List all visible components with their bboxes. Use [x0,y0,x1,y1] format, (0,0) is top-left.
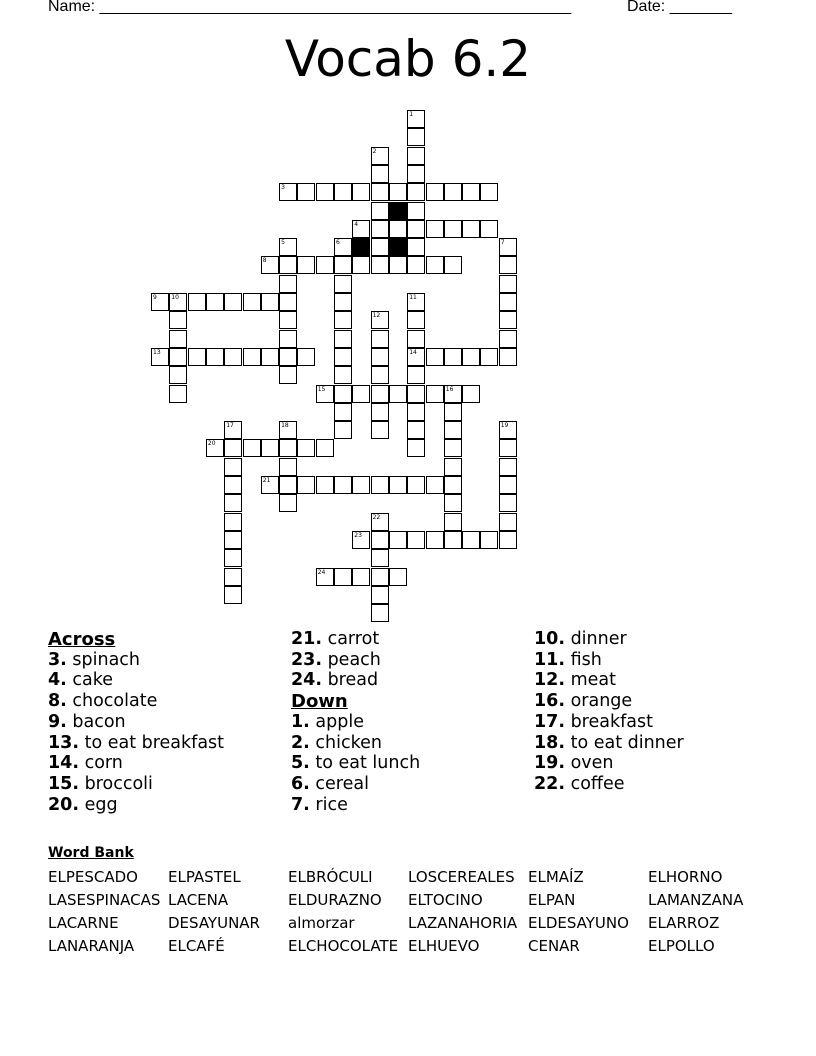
clue-item [48,691,157,711]
clue-item [291,733,382,753]
word-bank-item: ELDURAZNO [288,891,382,909]
clue-item-number: 23. [291,649,323,670]
clue-number: 14 [409,348,417,356]
word-bank-title: Word Bank [48,845,134,861]
name-field-label: Name: _____________________________________________________ [48,0,572,15]
crossword-cell[interactable] [297,439,315,457]
clue-item-number: 22. [534,773,566,794]
crossword-cell[interactable] [407,330,425,348]
crossword-cell[interactable] [224,421,242,439]
word-bank-item: almorzar [288,914,355,932]
crossword-cell[interactable] [371,366,389,384]
page-title: Vocab 6.2 [284,30,532,88]
clue-item-number: 9. [48,711,67,732]
crossword-cell[interactable] [407,220,425,238]
clue-item-text: coffee [565,773,625,794]
clue-item-text: cereal [309,773,369,794]
word-bank-item: DESAYUNAR [168,914,260,932]
crossword-cell[interactable] [334,293,352,311]
crossword-cell[interactable] [371,385,389,403]
crossword-cell[interactable] [261,256,279,274]
crossword-cell[interactable] [480,220,498,238]
clue-item-number: 4. [48,670,67,691]
clue-number: 8 [262,257,267,265]
crossword-cell[interactable] [426,531,444,549]
crossword-cell[interactable] [224,513,242,531]
clue-item-number: 11. [534,649,566,670]
crossword-cell[interactable] [444,183,462,201]
clue-item [48,670,113,690]
word-bank-item: ELCHOCOLATE [288,937,399,955]
clue-item-number: 19. [534,753,566,774]
crossword-cell[interactable] [297,183,315,201]
crossword-cell[interactable] [334,476,352,494]
clue-item-number: 14. [48,753,80,774]
clue-heading: Down [291,691,348,713]
crossword-cell[interactable] [371,348,389,366]
clue-number: 1 [409,111,414,118]
crossword-cell[interactable] [169,366,187,384]
word-bank-item: LASESPINACAS [48,891,161,909]
clue-item-text: carrot [322,629,380,649]
clue-item-text: apple [309,711,364,732]
crossword-cell[interactable] [169,293,187,311]
clue-item [48,795,118,815]
crossword-cell[interactable] [462,220,480,238]
crossword-cell[interactable] [279,458,297,476]
crossword-cell[interactable] [334,568,352,586]
crossword-cell[interactable] [297,476,315,494]
clue-item-number: 7. [291,794,310,815]
crossword-cell[interactable] [499,330,517,348]
crossword-cell[interactable] [224,586,242,604]
clue-item [48,712,126,732]
word-bank-item: CENAR [528,937,580,955]
crossword-cell[interactable] [499,348,517,366]
crossword-cell[interactable] [371,403,389,421]
crossword-cell[interactable] [444,403,462,421]
crossword-cell[interactable] [480,348,498,366]
crossword-cell[interactable] [169,348,187,366]
crossword-cell[interactable] [499,275,517,293]
clue-number: 7 [500,239,505,247]
crossword-cell[interactable] [279,348,297,366]
crossword-cell[interactable] [297,256,315,274]
clue-number: 24 [317,568,326,576]
crossword-cell[interactable] [389,385,407,403]
clue-item-number: 10. [534,629,566,649]
crossword-cell[interactable] [499,439,517,457]
crossword-cell[interactable] [224,458,242,476]
crossword-cell[interactable] [261,476,279,494]
crossword-cell[interactable] [444,476,462,494]
crossword-cell[interactable] [371,568,389,586]
crossword-cell[interactable] [444,256,462,274]
clue-item-number: 6. [291,773,310,794]
clue-item [48,753,123,773]
clue-item [534,650,602,670]
clue-item-text: to eat breakfast [79,732,225,753]
clue-item-number: 5. [291,753,310,774]
clue-number: 13 [153,348,161,356]
clue-item-text: orange [565,691,633,712]
clue-item-text: oven [565,753,614,774]
crossword-cell[interactable] [371,147,389,165]
word-bank-item: ELBRÓCULI [288,868,373,886]
crossword-cell[interactable] [188,348,206,366]
clue-item-text: egg [79,794,118,815]
crossword-cell[interactable] [169,385,187,403]
crossword-cell[interactable] [407,238,425,256]
word-bank-item: LOSCEREALES [408,868,515,886]
crossword-cell[interactable] [407,256,425,274]
clue-number: 4 [354,220,359,228]
crossword-cell[interactable] [261,348,279,366]
clue-item-text: chocolate [66,691,158,712]
crossword-cell[interactable] [279,293,297,311]
word-bank-item: ELDESAYUNO [528,914,629,932]
crossword-cell[interactable] [352,256,370,274]
crossword-cell[interactable] [444,494,462,512]
crossword-cell[interactable] [206,439,224,457]
crossword-cell[interactable] [371,421,389,439]
crossword-cell[interactable] [279,366,297,384]
clue-item [291,795,348,815]
clue-item-number: 21. [291,629,323,649]
crossword-cell[interactable] [279,183,297,201]
crossword-cell[interactable] [224,494,242,512]
clue-number: 5 [281,239,285,247]
clue-item-text: broccoli [79,773,153,794]
crossword-cell[interactable] [224,439,242,457]
crossword-cell[interactable] [206,348,224,366]
clue-number: 21 [262,477,271,484]
word-bank-item: ELPESCADO [48,868,138,886]
word-bank-item: ELTOCINO [408,891,483,909]
crossword-cell[interactable] [371,202,389,220]
clue-number: 19 [500,422,509,430]
crossword-cell[interactable] [480,183,498,201]
crossword-cell[interactable] [389,256,407,274]
clue-number: 9 [153,294,157,301]
crossword-cell[interactable] [444,513,462,531]
crossword-cell[interactable] [499,531,517,549]
crossword-cell[interactable] [426,476,444,494]
clue-number: 22 [372,513,381,521]
crossword-cell[interactable] [243,348,261,366]
crossword-cell[interactable] [316,256,334,274]
crossword-cell[interactable] [316,439,334,457]
crossword-cell[interactable] [499,311,517,329]
crossword-cell[interactable] [462,531,480,549]
clue-number: 18 [281,422,289,430]
crossword-cell[interactable] [499,476,517,494]
crossword-cell[interactable] [407,202,425,220]
crossword-cell[interactable] [462,183,480,201]
crossword-cell[interactable] [499,421,517,439]
word-bank-item: ELHUEVO [408,937,480,955]
clue-item-number: 20. [48,794,80,815]
crossword-cell[interactable] [371,531,389,549]
crossword-cell[interactable] [334,403,352,421]
clue-number: 3 [281,184,285,192]
clue-item-number: 24. [291,670,323,691]
crossword-cell[interactable] [444,531,462,549]
crossword-cell[interactable] [371,604,389,622]
crossword-block [389,238,407,256]
crossword-cell[interactable] [224,476,242,494]
word-bank-item: ELHORNO [648,868,723,886]
crossword-cell[interactable] [261,439,279,457]
crossword-cell[interactable] [389,220,407,238]
clue-heading: Across [48,629,116,650]
clue-item [534,753,614,773]
clue-item [291,753,420,773]
word-bank-item: ELARROZ [648,914,720,932]
clue-item [534,691,632,711]
crossword-cell[interactable] [371,220,389,238]
crossword-cell[interactable] [169,330,187,348]
crossword-cell[interactable] [371,330,389,348]
clue-number: 15 [317,385,326,393]
crossword-cell[interactable] [407,183,425,201]
clue-item-number: 16. [534,691,566,712]
crossword-cell[interactable] [334,366,352,384]
crossword-cell[interactable] [352,568,370,586]
crossword-cell[interactable] [371,183,389,201]
crossword-cell[interactable] [499,494,517,512]
crossword-cell[interactable] [407,531,425,549]
clue-item-number: 2. [291,732,310,753]
crossword-cell[interactable] [462,348,480,366]
crossword-cell[interactable] [426,348,444,366]
date-field-label: Date: _______ [627,0,732,15]
crossword-cell[interactable] [371,238,389,256]
crossword-cell[interactable] [444,220,462,238]
crossword-cell[interactable] [499,238,517,256]
clue-number: 6 [336,239,340,247]
crossword-cell[interactable] [407,439,425,457]
crossword-cell[interactable] [334,275,352,293]
crossword-cell[interactable] [426,385,444,403]
clue-item-number: 17. [534,711,566,732]
clue-item [534,712,653,732]
crossword-cell[interactable] [334,256,352,274]
crossword-cell[interactable] [243,293,261,311]
crossword-cell[interactable] [334,385,352,403]
clue-item [48,650,140,670]
crossword-cell[interactable] [371,513,389,531]
clue-item-text: to eat lunch [309,753,421,774]
crossword-block [352,238,370,256]
crossword-cell[interactable] [426,220,444,238]
crossword-cell[interactable] [279,311,297,329]
word-bank-item: ELMAÍZ [528,868,584,886]
crossword-cell[interactable] [334,238,352,256]
clue-item [291,629,379,649]
clue-item-text: corn [79,753,123,774]
crossword-cell[interactable] [444,348,462,366]
crossword-cell[interactable] [407,385,425,403]
crossword-cell[interactable] [462,385,480,403]
clue-number: 12 [372,312,381,320]
clue-number: 16 [445,385,454,393]
clue-item [534,670,616,690]
crossword-cell[interactable] [352,385,370,403]
crossword-cell[interactable] [243,439,261,457]
crossword-cell[interactable] [188,293,206,311]
crossword-block [389,202,407,220]
crossword-cell[interactable] [224,348,242,366]
crossword-cell[interactable] [352,476,370,494]
crossword-cell[interactable] [316,568,334,586]
crossword-cell[interactable] [334,311,352,329]
clue-item [48,774,153,794]
crossword-cell[interactable] [279,256,297,274]
word-bank-item: LACENA [168,891,229,909]
clue-item [534,629,627,649]
crossword-cell[interactable] [444,439,462,457]
clue-item-text: cake [66,670,114,691]
clue-item [534,733,684,753]
crossword-cell[interactable] [316,183,334,201]
clue-item-text: dinner [565,629,627,649]
clue-item [48,733,224,753]
clue-item-text: bacon [66,711,126,732]
crossword-cell[interactable] [407,476,425,494]
crossword-cell[interactable] [407,293,425,311]
clue-number: 10 [171,294,179,301]
clue-item [534,774,625,794]
clue-item [291,650,381,670]
crossword-cell[interactable] [499,458,517,476]
crossword-cell[interactable] [334,330,352,348]
crossword-cell[interactable] [444,385,462,403]
clue-number: 17 [226,422,234,430]
crossword-cell[interactable] [279,238,297,256]
crossword-cell[interactable] [371,549,389,567]
clue-item-text: breakfast [565,711,653,732]
clue-item-text: fish [565,649,602,670]
crossword-cell[interactable] [407,348,425,366]
crossword-cell[interactable] [334,183,352,201]
crossword-cell[interactable] [297,348,315,366]
clue-number: 2 [372,147,377,155]
clue-number: 20 [207,440,216,448]
crossword-cell[interactable] [334,348,352,366]
crossword-cell[interactable] [279,330,297,348]
crossword-cell[interactable] [371,256,389,274]
crossword-cell[interactable] [316,476,334,494]
word-bank-item: LAMANZANA [648,891,744,909]
crossword-cell[interactable] [371,311,389,329]
crossword-cell[interactable] [389,476,407,494]
clue-item-number: 1. [291,711,310,732]
crossword-cell[interactable] [371,586,389,604]
crossword-cell[interactable] [279,476,297,494]
crossword-cell[interactable] [334,421,352,439]
clue-item-number: 3. [48,649,67,670]
clue-item-text: peach [322,649,381,670]
crossword-cell[interactable] [407,421,425,439]
crossword-cell[interactable] [352,220,370,238]
crossword-cell[interactable] [224,531,242,549]
word-bank-item: LANARANJA [48,937,135,955]
clue-item-number: 13. [48,732,80,753]
crossword-cell[interactable] [444,458,462,476]
crossword-cell[interactable] [407,403,425,421]
crossword-cell[interactable] [261,293,279,311]
crossword-cell[interactable] [279,421,297,439]
word-bank-item: LACARNE [48,914,119,932]
clue-item [291,670,378,690]
crossword-cell[interactable] [389,531,407,549]
crossword-cell[interactable] [151,348,169,366]
crossword-cell[interactable] [426,256,444,274]
clue-item-text: chicken [309,732,382,753]
crossword-cell[interactable] [407,165,425,183]
crossword-cell[interactable] [407,147,425,165]
crossword-cell[interactable] [224,549,242,567]
crossword-cell[interactable] [279,439,297,457]
crossword-cell[interactable] [444,421,462,439]
crossword-cell[interactable] [352,531,370,549]
clue-item-number: 8. [48,691,67,712]
crossword-cell[interactable] [426,183,444,201]
crossword-cell[interactable] [279,275,297,293]
clue-item-text: to eat dinner [565,732,684,753]
clue-item-text: bread [322,670,379,691]
crossword-cell[interactable] [169,311,187,329]
word-bank-item: LAZANAHORIA [408,914,518,932]
crossword-cell[interactable] [407,110,425,128]
clue-item [291,774,369,794]
crossword-cell[interactable] [407,128,425,146]
clue-number: 11 [409,294,417,301]
crossword-cell[interactable] [389,183,407,201]
word-bank-item: ELPOLLO [648,937,715,955]
crossword-cell[interactable] [352,183,370,201]
crossword-cell[interactable] [224,568,242,586]
crossword-cell[interactable] [407,366,425,384]
crossword-cell[interactable] [499,293,517,311]
crossword-cell[interactable] [151,293,169,311]
clue-item [291,712,364,732]
crossword-cell[interactable] [371,476,389,494]
crossword-cell[interactable] [206,293,224,311]
clue-item-number: 15. [48,773,80,794]
clue-item-number: 18. [534,732,566,753]
clue-number: 23 [354,531,362,539]
crossword-cell[interactable] [389,568,407,586]
crossword-cell[interactable] [371,165,389,183]
clue-item-text: rice [309,794,348,815]
clue-item-number: 12. [534,670,566,691]
word-bank-item: ELPAN [528,891,576,909]
crossword-cell[interactable] [499,513,517,531]
clue-item-text: meat [565,670,616,691]
crossword-cell[interactable] [480,531,498,549]
crossword-cell[interactable] [316,385,334,403]
word-bank-item: ELPASTEL [168,868,241,886]
crossword-cell[interactable] [499,256,517,274]
crossword-cell[interactable] [407,311,425,329]
clue-item-text: spinach [66,649,141,670]
crossword-cell[interactable] [224,293,242,311]
word-bank-item: ELCAFÉ [168,937,225,955]
crossword-cell[interactable] [279,494,297,512]
